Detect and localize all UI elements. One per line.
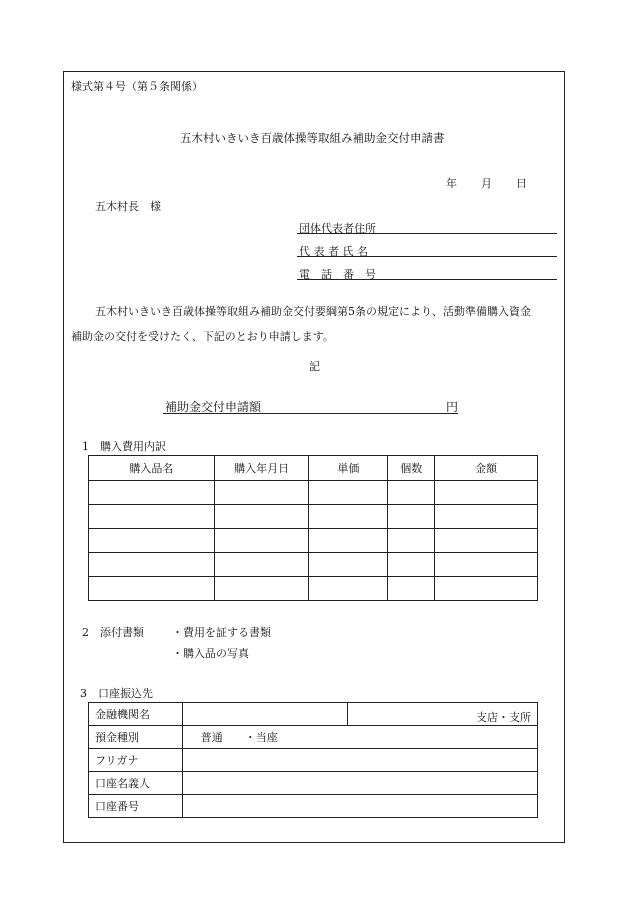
col-item-name: 購入品名	[89, 456, 215, 481]
table-cell[interactable]	[309, 505, 388, 529]
deposit-type-label: 預金種別	[89, 726, 183, 749]
purchase-table	[88, 455, 538, 601]
table-cell[interactable]	[89, 529, 215, 553]
table-cell[interactable]	[435, 481, 538, 505]
branch-field[interactable]	[348, 703, 538, 726]
account-holder-field[interactable]	[182, 772, 537, 795]
table-cell[interactable]	[435, 505, 538, 529]
applicant-phone-label: 電 話 番 号	[299, 268, 376, 281]
table-row	[89, 481, 538, 505]
table-cell[interactable]	[388, 577, 435, 601]
col-quantity: 個数	[388, 456, 435, 481]
table-row	[89, 577, 538, 601]
account-number-label: 口座番号	[89, 795, 183, 818]
table-cell[interactable]	[89, 553, 215, 577]
section2-heading: 2 添付書類	[82, 626, 144, 639]
table-row	[89, 553, 538, 577]
col-amount: 金額	[435, 456, 538, 481]
body-text-line1: 五木村いきいき百歳体操等取組み補助金交付要綱第5条の規定により、活動準備購入資金	[95, 305, 531, 318]
form-title: 五木村いきいき百歳体操等取組み補助金交付申請書	[180, 131, 445, 145]
date-day: 日	[516, 177, 527, 190]
applicant-address-label: 団体代表者住所	[299, 222, 376, 235]
date-year: 年	[446, 177, 457, 190]
table-row	[89, 529, 538, 553]
table-cell[interactable]	[214, 481, 309, 505]
applicant-address-line[interactable]	[297, 233, 557, 234]
col-purchase-date: 購入年月日	[214, 456, 309, 481]
branch-suffix: 支店・支所	[476, 711, 531, 724]
applicant-phone-line[interactable]	[297, 279, 557, 280]
table-cell[interactable]	[388, 505, 435, 529]
table-cell[interactable]	[388, 529, 435, 553]
attachment-item-1: ・費用を証する書類	[172, 626, 271, 639]
date-month: 月	[481, 177, 492, 190]
table-cell[interactable]	[388, 553, 435, 577]
table-cell[interactable]	[388, 481, 435, 505]
table-cell[interactable]	[89, 505, 215, 529]
applicant-name-label: 代 表 者 氏 名	[299, 245, 368, 258]
applicant-name-line[interactable]	[297, 256, 557, 257]
table-cell[interactable]	[435, 529, 538, 553]
form-id: 様式第４号（第５条関係）	[71, 80, 203, 93]
table-cell[interactable]	[435, 577, 538, 601]
table-cell[interactable]	[89, 577, 215, 601]
table-cell[interactable]	[214, 505, 309, 529]
bank-row-furigana	[89, 749, 538, 772]
amount-label: 補助金交付申請額	[165, 400, 262, 414]
attachment-item-2: ・購入品の写真	[172, 647, 249, 660]
ki-mark: 記	[309, 360, 320, 373]
table-row	[89, 505, 538, 529]
amount-line[interactable]	[163, 413, 458, 414]
furigana-label: フリガナ	[89, 749, 183, 772]
table-cell[interactable]	[214, 553, 309, 577]
table-cell[interactable]	[309, 577, 388, 601]
table-cell[interactable]	[309, 553, 388, 577]
bank-row-holder	[89, 772, 538, 795]
section1-heading: 1 購入費用内訳	[82, 440, 166, 453]
table-cell[interactable]	[89, 481, 215, 505]
furigana-field[interactable]	[182, 749, 537, 772]
body-text-line2: 補助金の交付を受けたく、下記のとおり申請します。	[71, 330, 334, 343]
addressee: 五木村長 様	[95, 200, 161, 213]
table-cell[interactable]	[214, 577, 309, 601]
purchase-table-header	[89, 456, 538, 481]
bank-table	[88, 702, 538, 818]
table-cell[interactable]	[309, 481, 388, 505]
bank-row-type	[89, 726, 538, 749]
bank-name-label: 金融機関名	[89, 703, 183, 726]
account-number-field[interactable]	[182, 795, 537, 818]
col-unit-price: 単価	[309, 456, 388, 481]
account-holder-label: 口座名義人	[89, 772, 183, 795]
amount-unit: 円	[446, 400, 459, 414]
section3-heading: 3 口座振込先	[80, 687, 153, 700]
bank-row-name	[89, 703, 538, 726]
bank-row-number	[89, 795, 538, 818]
deposit-type-options[interactable]: 普通 ・当座	[182, 726, 537, 749]
table-cell[interactable]	[435, 553, 538, 577]
bank-name-field[interactable]	[182, 703, 348, 726]
table-cell[interactable]	[309, 529, 388, 553]
table-cell[interactable]	[214, 529, 309, 553]
